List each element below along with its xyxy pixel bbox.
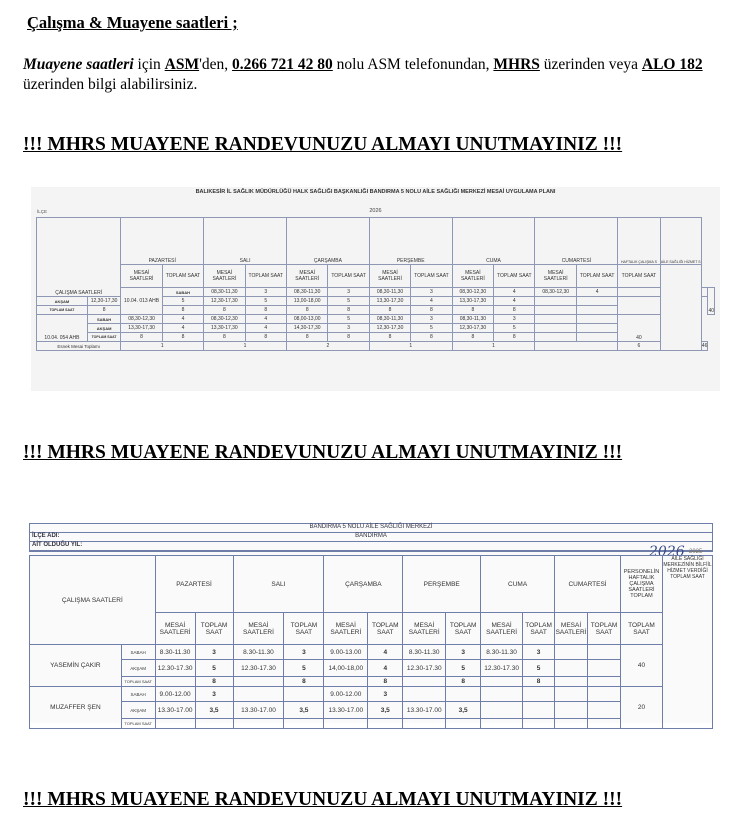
scan1-cell: 5 [494, 324, 535, 333]
scan1-aksam: AKŞAM [37, 297, 88, 306]
scan2-cell: 8.30-11.30 [403, 645, 446, 660]
scan2-sub: MESAİ SAATLERİ [155, 613, 195, 645]
scan2-cell [233, 719, 284, 729]
scan1-sub: MESAİ SAATLERİ [204, 265, 245, 288]
scan2-old-year: 2025 [689, 549, 703, 555]
scan2-cell: 3,5 [284, 702, 324, 719]
reminder-3: !!! MHRS MUAYENE RANDEVUNUZU ALMAYI UNUTMAYINIZ !!! [23, 789, 623, 810]
scan2-cell: 9.00-12.00 [324, 687, 368, 702]
scan2-sub: MESAİ SAATLERİ [403, 613, 446, 645]
scan1-cell [576, 297, 617, 306]
scan1-asm-cell [660, 265, 701, 351]
scan2-cell [523, 687, 555, 702]
scan1-cell: 8 [245, 333, 286, 342]
scan1-aksam: AKŞAM [87, 324, 120, 333]
scan1-sub: TOPLAM SAAT [618, 265, 660, 288]
scan1-cell: 3 [411, 288, 452, 297]
scan1-cell: 08,00-13,00 [286, 315, 327, 324]
scan2-cell: 8 [368, 677, 403, 687]
scan1-cell: 8 [328, 306, 369, 315]
scan2-cell: 3,5 [368, 702, 403, 719]
scan2-day-fri: CUMA [481, 556, 555, 613]
scan2-cell: 3,5 [195, 702, 233, 719]
scan1-cell [535, 342, 618, 351]
scan1-sub: MESAİ SAATLERİ [121, 265, 162, 288]
scan1-cell [535, 306, 576, 315]
scan2-sabah: SABAH [121, 687, 155, 702]
scan1-cell [535, 324, 576, 333]
scan2-cell: 8.30-11.30 [481, 645, 523, 660]
scan2-cell: 3 [523, 645, 555, 660]
scan2-cell: 12.30-17.30 [481, 660, 523, 677]
scan2-cell: 3 [195, 687, 233, 702]
scan1-sabah: SABAH [87, 315, 120, 324]
scan1-cell: 8 [494, 333, 535, 342]
scan1-toplam: TOPLAM SAAT [87, 333, 120, 342]
scan1-cell: 14,30-17,30 [286, 324, 327, 333]
scan1-cell: 1 [369, 342, 452, 351]
scan2-cell [403, 687, 446, 702]
scan2-cell [195, 719, 233, 729]
scan1-cell: 46 [701, 343, 708, 349]
scan1-cell: 08,30-12,30 [121, 315, 162, 324]
scan1-cell: 13,30-17,30 [204, 324, 245, 333]
scan1-cell: 8 [369, 306, 410, 315]
scan1-day-mon: PAZARTESİ [121, 218, 204, 265]
scan1-asm-head: AİLE SAĞLIĞI HİZMET S [660, 218, 701, 265]
scan2-cell [446, 719, 481, 729]
scan1-cell: 3 [494, 315, 535, 324]
scan1-sub: MESAİ SAATLERİ [535, 265, 576, 288]
scan2-cell: 8 [195, 677, 233, 687]
scan1-cell: 4 [245, 324, 286, 333]
scan1-cell: 1 [204, 342, 287, 351]
scan2-cell: 3 [195, 645, 233, 660]
scan2-year-row [30, 542, 712, 551]
intro-alo: ALO 182 [641, 56, 703, 73]
page-title: Çalışma & Muayene saatleri ; [27, 13, 238, 32]
scan2-cell [555, 719, 588, 729]
scan1-caption: BALIKESİR İL SAĞLIK MÜDÜRLÜĞÜ HALK SAĞLIĞI BAŞKANLIĞI BANDIRMA 5 NOLU AİLE SAĞLIĞI MERKEZİ MESAİ UYGULAMA PLANI [195, 189, 556, 195]
scan2-personnel-head: PERSONELİN HAFTALIK ÇALIŞMA SAATLERİ TOPLAM [621, 556, 663, 613]
scan2-cell: 8 [446, 677, 481, 687]
scan1-cell: 8 [286, 333, 327, 342]
scan1-cell: 8 [494, 306, 535, 315]
scan1-cell: 5 [245, 297, 286, 306]
scan2-cell: 3 [446, 645, 481, 660]
scan1-cell: 13,30-17,30 [452, 297, 493, 306]
scan2-sub: TOPLAM SAAT [446, 613, 481, 645]
intro-text-5: üzerinden bilgi alabilirsiniz. [23, 76, 198, 93]
scan2-cell [233, 677, 284, 687]
scan1-cell [535, 315, 576, 324]
scan2-sub: TOPLAM SAAT [284, 613, 324, 645]
scan2-cell: 5 [446, 660, 481, 677]
scan2-cell: 12.30-17.30 [403, 660, 446, 677]
scan2-cell [284, 687, 324, 702]
scan1-cell [576, 333, 617, 342]
scan1-cell: 5 [328, 297, 369, 306]
scan2-cell: 14,00-18,00 [324, 660, 368, 677]
scan2-aksam: AKŞAM [121, 702, 155, 719]
scan2-cell [588, 687, 621, 702]
scan1-cell: 8 [411, 333, 452, 342]
scan1-cell: 5 [162, 297, 203, 306]
scan1-sub: MESAİ SAATLERİ [452, 265, 493, 288]
scan2-cell: 13.30-17.00 [324, 702, 368, 719]
scan1-cell: 5 [328, 315, 369, 324]
scan1-weekly-head: HAFTALIK ÇALIŞMA S [618, 218, 660, 265]
scan2-sub: TOPLAM SAAT [195, 613, 233, 645]
scan1-cell: 12,30-17,30 [204, 297, 245, 306]
scan1-label: İLÇE [37, 209, 48, 214]
intro-asm: ASM [164, 56, 200, 73]
scan1-cell: 4 [162, 324, 203, 333]
scan1-sub: TOPLAM SAAT [245, 265, 286, 288]
scan1-cell: 3 [245, 288, 286, 297]
scan1-sabah: SABAH [162, 288, 203, 297]
scan2-sabah: SABAH [121, 645, 155, 660]
scan1-cell: 8 [204, 306, 245, 315]
scan1-day-sat: CUMARTESİ [535, 218, 618, 265]
scan2-person-1: YASEMİN ÇAKIR [30, 645, 122, 687]
scan1-cell: 8 [121, 333, 162, 342]
scan2-ait-label: AİT OLDUĞU YIL: [32, 542, 83, 548]
scan1-cell: 8 [452, 333, 493, 342]
scan1-cell: 1 [452, 342, 535, 351]
scan2-cell [155, 719, 195, 729]
scan1-cell: 08,30-11,30 [286, 288, 327, 297]
scan2-week1: 40 [621, 645, 663, 687]
scan1-cell: 08,30-12,30 [204, 315, 245, 324]
scan1-cell: 08,30-11,30 [369, 315, 410, 324]
intro-text-2: 'den, [199, 56, 233, 73]
intro-text-1: için [133, 56, 165, 73]
scan2-cell: 8 [284, 677, 324, 687]
scan1-cell: 8 [87, 306, 120, 315]
scan1-table [36, 217, 715, 351]
scan2-cell [481, 677, 523, 687]
scan2-sub: TOPLAM SAAT [368, 613, 403, 645]
scan2-cell [555, 660, 588, 677]
scan2-cell [368, 719, 403, 729]
scan1-cell: 12,30-17,30 [452, 324, 493, 333]
scan1-cell: 4 [576, 288, 617, 297]
scan2-cell [155, 677, 195, 687]
scan2-center: BANDIRMA 5 NOLU AİLE SAĞLIĞI MERKEZİ [309, 524, 433, 530]
intro-phone: 0.266 721 42 80 [232, 56, 333, 73]
scan1-sub: TOPLAM SAAT [411, 265, 452, 288]
scan1-cell: 6 [618, 342, 660, 351]
scan2-cell [284, 719, 324, 729]
scan2-cell [446, 687, 481, 702]
scan2-cell: 13.30-17.00 [233, 702, 284, 719]
scan2-day-wed: ÇARŞAMBA [324, 556, 403, 613]
scan2-cell [403, 719, 446, 729]
schedule-scan-2026 [31, 187, 720, 391]
scan2-person-2: MUZAFFER ŞEN [30, 687, 122, 729]
scan2-cell [523, 719, 555, 729]
scan1-cell [618, 288, 660, 297]
scan1-cell: 2 [286, 342, 369, 351]
scan2-cell: 12.30-17.30 [155, 660, 195, 677]
scan2-cell: 5 [195, 660, 233, 677]
scan2-day-sat: CUMARTESİ [555, 556, 621, 613]
scan1-cell: 12,30-17,30 [369, 324, 410, 333]
scan1-cell: 8 [204, 333, 245, 342]
scan2-center-row [30, 524, 712, 533]
scan2-day-tue: SALI [233, 556, 324, 613]
scan2-cell: 9.00-12.00 [155, 687, 195, 702]
scan2-week2: 20 [621, 687, 663, 729]
scan1-cell: 12,30-17,30 [87, 297, 120, 306]
scan1-cell: 8 [286, 306, 327, 315]
scan2-cell: 3 [284, 645, 324, 660]
intro-text-3: nolu ASM telefonundan, [332, 56, 494, 73]
scan2-sub: TOPLAM SAAT [523, 613, 555, 645]
scan2-cell: 4 [368, 645, 403, 660]
scan1-cell [576, 324, 617, 333]
scan2-cell [481, 687, 523, 702]
scan2-sub: MESAİ SAATLERİ [324, 613, 368, 645]
scan1-sub: TOPLAM SAAT [576, 265, 617, 288]
scan2-cell: 5 [523, 660, 555, 677]
scan2-cell: 5 [284, 660, 324, 677]
scan1-day-wed: ÇARŞAMBA [286, 218, 369, 265]
scan2-cell [324, 677, 368, 687]
scan2-cell [555, 645, 588, 660]
intro-text-4: üzerinden veya [539, 56, 642, 73]
scan2-cell: 3,5 [446, 702, 481, 719]
scan1-year: 2026 [369, 208, 382, 214]
scan1-cell: 8 [245, 306, 286, 315]
scan2-cell [588, 702, 621, 719]
scan1-cell: 5 [411, 324, 452, 333]
scan1-day-tue: SALI [204, 218, 287, 265]
scan1-cell: 08,30-11,30 [369, 288, 410, 297]
scan2-table [29, 555, 713, 729]
scan1-sub: TOPLAM SAAT [328, 265, 369, 288]
scan2-sub: TOPLAM SAAT [588, 613, 621, 645]
scan1-cell: 3 [328, 288, 369, 297]
scan2-cell [481, 719, 523, 729]
scan1-cell: 4 [162, 315, 203, 324]
scan2-sub: MESAİ SAATLERİ [481, 613, 523, 645]
scan2-row-head: ÇALIŞMA SAATLERİ [30, 556, 156, 645]
scan1-cell: 13,30-17,30 [369, 297, 410, 306]
scan1-day-thu: PERŞEMBE [369, 218, 452, 265]
scan2-cell: 8.30-11.30 [233, 645, 284, 660]
scan1-sub: TOPLAM SAAT [162, 265, 203, 288]
scan2-cell [233, 687, 284, 702]
scan1-cell: 08,30-11,30 [452, 315, 493, 324]
scan2-cell: 8 [523, 677, 555, 687]
scan1-toplam: TOPLAM SAAT [37, 306, 88, 315]
scan1-cell: 8 [162, 306, 203, 315]
schedule-scan-2 [29, 523, 713, 726]
scan1-cell: 3 [328, 324, 369, 333]
scan2-cell: 12.30-17.30 [233, 660, 284, 677]
scan2-header [29, 523, 713, 552]
intro-paragraph [23, 55, 713, 95]
scan1-doctor-1: 10.04. 013 AHB [121, 288, 162, 315]
scan1-cell: 4 [494, 288, 535, 297]
scan1-cell [535, 297, 576, 306]
scan1-cell: 08,30-11,30 [204, 288, 245, 297]
scan1-week1: 40 [708, 288, 715, 315]
scan2-cell [588, 677, 621, 687]
scan2-day-thu: PERŞEMBE [403, 556, 481, 613]
scan1-cell: 08,30-12,30 [452, 288, 493, 297]
scan2-cell [523, 702, 555, 719]
scan1-cell: 8 [452, 306, 493, 315]
scan1-day-fri: CUMA [452, 218, 535, 265]
scan2-ilce-label: İLÇE ADI: [32, 533, 60, 539]
scan2-handwritten-year: 2026 [649, 544, 685, 560]
scan2-cell: 13.30-17.00 [403, 702, 446, 719]
scan1-row-head: ÇALIŞMA SAATLERİ [37, 218, 121, 297]
intro-muayene: Muayene saatleri [23, 56, 134, 73]
scan2-cell: 9.00-13.00 [324, 645, 368, 660]
scan2-cell [403, 677, 446, 687]
scan2-ilce-row [30, 533, 712, 542]
scan1-cell [576, 315, 617, 324]
scan2-aksam: AKŞAM [121, 660, 155, 677]
scan2-toplam: TOPLAM SAAT [121, 719, 155, 729]
scan1-cell: 3 [411, 315, 452, 324]
scan2-cell: 8.30-11.30 [155, 645, 195, 660]
scan1-cell: 08,30-12,30 [535, 288, 576, 297]
scan2-cell [588, 719, 621, 729]
scan1-cell: 4 [245, 315, 286, 324]
scan2-cell [555, 687, 588, 702]
reminder-2: !!! MHRS MUAYENE RANDEVUNUZU ALMAYI UNUTMAYINIZ !!! [23, 442, 623, 463]
scan1-cell: 8 [411, 306, 452, 315]
scan1-doctor-2: 10.04. 054 AHB [37, 315, 88, 342]
scan2-cell: 4 [368, 660, 403, 677]
scan1-cell: 4 [411, 297, 452, 306]
reminder-1: !!! MHRS MUAYENE RANDEVUNUZU ALMAYI UNUTMAYINIZ !!! [23, 134, 623, 155]
scan2-sub: TOPLAM SAAT [621, 613, 663, 645]
scan2-cell [588, 645, 621, 660]
scan2-sub: MESAİ SAATLERİ [233, 613, 284, 645]
scan2-asm-head: AİLE SAĞLIĞI MERKEZİNİN BİLFİİL HİZMET VERDİĞİ TOPLAM SAAT [662, 556, 712, 729]
scan1-cell [535, 333, 576, 342]
scan2-cell [588, 660, 621, 677]
scan1-cell: 13,00-18,00 [286, 297, 327, 306]
scan1-cell: 8 [162, 333, 203, 342]
scan1-cell [576, 306, 617, 315]
scan2-cell: 3 [368, 687, 403, 702]
scan1-cell: 1 [121, 342, 204, 351]
scan1-cell: 4 [494, 297, 535, 306]
scan1-esnek: Esnek Mesai Toplamı [37, 342, 121, 351]
scan2-sub: MESAİ SAATLERİ [555, 613, 588, 645]
scan1-cell: 13,30-17,30 [121, 324, 162, 333]
scan2-town: BANDIRMA [355, 533, 387, 539]
scan2-cell [324, 719, 368, 729]
scan1-sub: MESAİ SAATLERİ [369, 265, 410, 288]
scan1-sub: TOPLAM SAAT [494, 265, 535, 288]
intro-mhrs: MHRS [493, 56, 540, 73]
scan1-cell: 8 [328, 333, 369, 342]
scan1-sub: MESAİ SAATLERİ [286, 265, 327, 288]
scan2-cell: 13.30-17.00 [155, 702, 195, 719]
scan2-cell [555, 677, 588, 687]
scan2-day-mon: PAZARTESİ [155, 556, 233, 613]
scan2-cell [481, 702, 523, 719]
scan1-week2: 40 [618, 315, 660, 342]
scan1-cell: 8 [369, 333, 410, 342]
scan2-cell [555, 702, 588, 719]
scan2-toplam: TOPLAM SAAT [121, 677, 155, 687]
